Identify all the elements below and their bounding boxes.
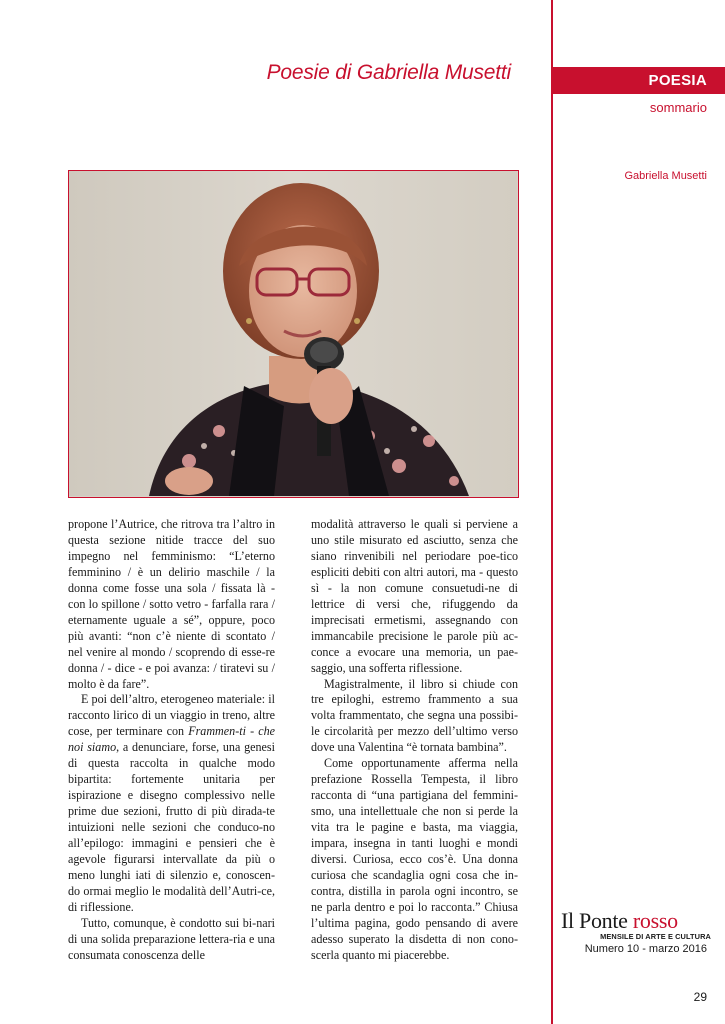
book-title: Frammen-ti - che noi siamo <box>68 724 275 755</box>
margin-rule <box>551 0 553 1024</box>
text-column-2 <box>311 517 518 964</box>
magazine-tagline: MENSILE DI ARTE E CULTURA <box>600 932 711 941</box>
paragraph: Come opportunamente afferma nella prefazione Rossella Tempesta, il libro racconta di “una partigiana del femmini-smo, una intellettuale che non si perde la vita tra le pagine e basta, ma viaggia, impara, insegna in tanti luoghi e mondi diversi. Curiosa, ecco cos’è. Una donna curiosa che scandaglia ogni cosa che in-contra, distilla in parola ogni incontro, se ne parla dentro e poi lo racconta.” Chiusa l’ultima pagina, godo pensando di avere adesso superato la disdetta di non cono-scerla quanto mi piacerebbe. <box>311 756 518 962</box>
paragraph: propone l’Autrice, che ritrova tra l’altro in questa sezione nitide tracce del suo impegno nel femminismo: “L’eterno femminino / è un delirio maschile / la donna come fosse una sola / fissata là - con lo spillone / sotto vetro - farfalla rara / eternamente uguale a sé”, oppure, poco più avanti: “non c’è niente di scontato / nel venire al mondo / scoprendo di esse-re donna / - dice - e poi avanza: / tiratevi su / molto è da fare”. <box>68 517 275 691</box>
paragraph: Magistralmente, il libro si chiude con tre epiloghi, estremo frammento a sua volta frammentato, che segna una possibi-le circolarità per mezzo dell’ultimo verso dove una Valentina “è tornata bambina”. <box>311 676 518 755</box>
issue-info: Numero 10 - marzo 2016 <box>584 943 707 955</box>
section-label: POESIA <box>553 67 725 94</box>
magazine-logo <box>561 910 711 941</box>
author-photo-illustration <box>69 171 517 496</box>
article-title: Poesie di Gabriella Musetti <box>266 61 511 84</box>
page-number: 29 <box>693 990 707 1004</box>
section-subtitle: sommario <box>649 100 707 115</box>
text-column-1 <box>68 517 275 964</box>
paragraph: modalità attraverso le quali si perviene a uno stile misurato ed asciutto, senza che siano rinvenibili nel periodare poe-tico espliciti debiti con altri autori, ma - questo sì - la non comune consuetudi-ne di lettrice di versi che, rifuggendo da imprecisati ermetismi, assegnando con immancabile precisione le parole più ac-conce a evocare una memoria, un pae-saggio, una sofferta riflessione. <box>311 517 518 675</box>
paragraph: Tutto, comunque, è condotto sui bi-nari di una solida preparazione lettera-ria e una consumata conoscenza delle <box>68 915 275 962</box>
author-photo <box>68 170 519 498</box>
paragraph: E poi dell’altro, eterogeneo materiale: il racconto lirico di un viaggio in treno, altre cose, per terminare con Frammen-ti - che noi siamo, a denunciare, forse, una genesi di questa raccolta in qualche modo bipartita: fortemente unitaria per ispirazione e disegno complessivo nelle prime due sezioni, frutto di più dirada-te intuizioni nelle sezioni che conduco-no all’epilogo: immagini e pensieri che è agevole figurarsi intervallate da più o meno lunghi iati di silenzio e, conoscen-do ormai meglio le modalità dell’Autri-ce, di riflessione. <box>68 692 275 914</box>
toc-author: Gabriella Musetti <box>624 170 707 182</box>
magazine-name: Il Ponte rosso <box>561 908 678 933</box>
